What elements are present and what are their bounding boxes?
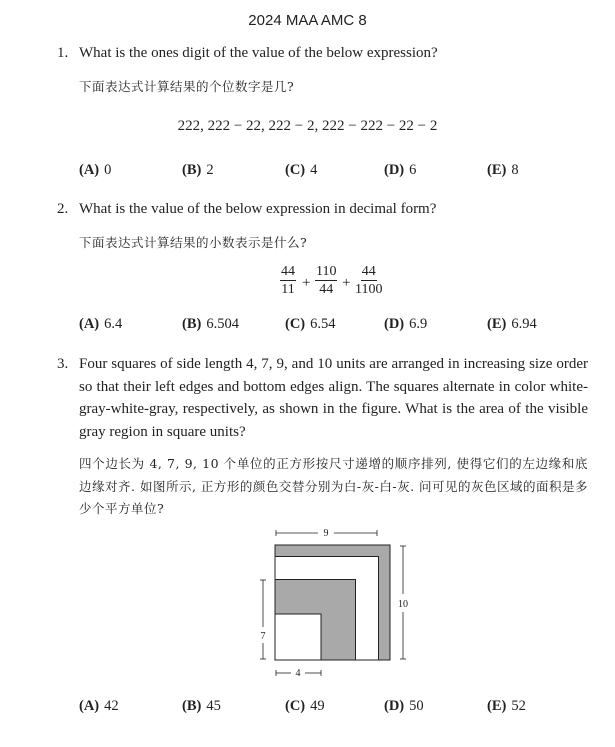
choice-c[interactable] <box>285 162 317 179</box>
question-1-expression: 222, 222 − 22, 222 − 2, 222 − 222 − 22 − 2 <box>177 118 438 134</box>
question-3-choices <box>79 698 599 718</box>
choice-letter: (C) <box>285 698 306 714</box>
choice-d[interactable] <box>384 698 424 715</box>
dimension-label-left: 7 <box>260 631 266 642</box>
choice-b[interactable] <box>182 698 221 715</box>
choice-value: 42 <box>104 698 119 714</box>
choice-value: 45 <box>206 698 221 714</box>
choice-d[interactable] <box>384 162 416 179</box>
choice-value: 50 <box>409 698 424 714</box>
plus-sign: + <box>342 275 351 291</box>
fraction-1 <box>280 264 296 298</box>
choice-letter: (A) <box>79 162 100 178</box>
choice-b[interactable] <box>182 162 214 179</box>
question-2-text-zh: 下面表达式计算结果的小数表示是什么? <box>79 235 308 250</box>
numerator: 44 <box>281 264 295 279</box>
question-1-text-zh: 下面表达式计算结果的个位数字是几? <box>79 79 295 94</box>
plus-sign: + <box>302 275 311 291</box>
choice-letter: (E) <box>487 316 507 332</box>
question-2-text: What is the value of the below expression in decimal form? <box>79 201 437 217</box>
choice-value: 4 <box>310 162 318 178</box>
denominator: 11 <box>281 282 295 297</box>
dimension-left <box>260 580 266 659</box>
choice-letter: (A) <box>79 698 100 714</box>
denominator: 44 <box>319 282 334 297</box>
dimension-label-right: 10 <box>398 599 408 610</box>
choice-a[interactable] <box>79 698 119 715</box>
denominator: 1100 <box>355 282 383 297</box>
choice-value: 6.504 <box>206 316 239 332</box>
question-3-text: Four squares of side length 4, 7, 9, and 10 units are arranged in increasing size order so that their left edges and bottom edges align. The squares alternate in color white-gray-white-gray, respectively, as shown in the figure. What is the area of the visible gray region in square units? <box>79 356 588 440</box>
choice-value: 52 <box>511 698 526 714</box>
choice-a[interactable] <box>79 316 122 333</box>
question-3-text-zh: 四个边长为 4, 7, 9, 10 个单位的正方形按尺寸递增的顺序排列, 使得它们的左边缘和底边缘对齐. 如图所示, 正方形的颜色交替分别为白-灰-白-灰. 问可见的灰色区域的面积是多少个平方单位? <box>79 456 589 516</box>
choice-value: 6.54 <box>310 316 336 332</box>
choice-value: 0 <box>104 162 112 178</box>
choice-value: 6.4 <box>104 316 123 332</box>
choice-value: 6.9 <box>409 316 428 332</box>
choice-a[interactable] <box>79 162 111 179</box>
choice-letter: (B) <box>182 162 202 178</box>
choice-value: 2 <box>206 162 214 178</box>
choice-c[interactable] <box>285 316 336 333</box>
choice-letter: (A) <box>79 316 100 332</box>
choice-e[interactable] <box>487 162 519 179</box>
question-3-number: 3. <box>57 356 69 372</box>
choice-letter: (C) <box>285 162 306 178</box>
dimension-label-bottom: 4 <box>295 668 301 679</box>
choice-d[interactable] <box>384 316 427 333</box>
question-2-choices <box>79 316 599 336</box>
numerator: 44 <box>361 264 376 279</box>
square-4 <box>275 614 321 660</box>
choice-e[interactable] <box>487 698 526 715</box>
question-1-choices <box>79 162 599 182</box>
choice-value: 49 <box>310 698 325 714</box>
choice-value: 6.94 <box>511 316 537 332</box>
choice-letter: (C) <box>285 316 306 332</box>
question-1-text: What is the ones digit of the value of the below expression? <box>79 45 438 61</box>
choice-e[interactable] <box>487 316 537 333</box>
choice-letter: (D) <box>384 698 405 714</box>
squares-figure <box>255 523 415 683</box>
fraction-3 <box>355 264 382 298</box>
question-1-number: 1. <box>57 45 69 61</box>
page-header: 2024 MAA AMC 8 <box>248 12 367 29</box>
choice-letter: (E) <box>487 698 507 714</box>
choice-value: 6 <box>409 162 417 178</box>
choice-letter: (B) <box>182 698 202 714</box>
choice-value: 8 <box>511 162 519 178</box>
choice-letter: (D) <box>384 162 405 178</box>
choice-letter: (B) <box>182 316 202 332</box>
numerator: 110 <box>316 264 337 279</box>
dimension-label-top: 9 <box>323 528 329 539</box>
choice-c[interactable] <box>285 698 325 715</box>
choice-b[interactable] <box>182 316 239 333</box>
fraction-2 <box>315 264 337 298</box>
choice-letter: (E) <box>487 162 507 178</box>
question-2-number: 2. <box>57 201 69 217</box>
choice-letter: (D) <box>384 316 405 332</box>
